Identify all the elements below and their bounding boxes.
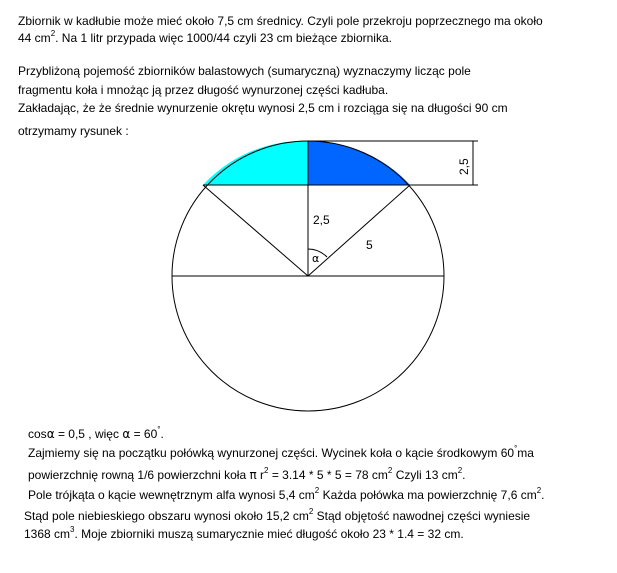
calc-line-4-sup-2: 2 [536, 486, 542, 495]
calc-line-3-e: . [462, 468, 466, 482]
radius-label: 5 [366, 238, 373, 252]
calc-line-6-sup: 3 [70, 525, 75, 534]
dimension-label: 2,5 [457, 158, 471, 175]
calc-line-2-sup: ° [514, 444, 518, 453]
radius-right [308, 185, 410, 276]
calc-line-3-c: = 3.14 * 5 * 5 = 78 cm [268, 468, 388, 482]
para2-line-3: Zakładając, że że średnie wynurzenie okrętu wynosi 2,5 cm i rozciąga się na długości 90 cm [18, 101, 508, 115]
cos-mid: = 0,5 , więc [54, 427, 123, 441]
radius-left [203, 185, 308, 276]
cos-eq: = 60 [130, 427, 158, 441]
intro-line-1: Zbiornik w kadłubie może mieć około 7,5 cm średnicy. Czyli pole przekroju poprzecznego ma około [18, 14, 543, 28]
calc-line-5-b: Stąd objętość nawodnej części wyniesie [313, 509, 531, 523]
center-height-label: 2,5 [313, 213, 330, 227]
intro-line-2-a: 44 cm [18, 31, 51, 45]
cos-alpha: α [46, 427, 55, 441]
calc-line-4 [28, 488, 545, 502]
intro-line-2-b: . Na 1 litr przypada więc 1000/44 czyli 23 cm bieżące zbiornika. [55, 31, 392, 45]
pi-symbol: π [249, 468, 257, 482]
calc-line-3-sup-2: 2 [387, 466, 393, 475]
blue-cap-region [308, 141, 410, 185]
para2-line-1: Przybliżoną pojemość zbiorników balastowych (sumaryczną) wyznaczymy licząc pole [18, 64, 471, 78]
calc-line-5 [24, 509, 530, 523]
cos-prefix: cos [28, 427, 47, 441]
calc-line-6-b: . Moje zbiorniki muszą sumarycznie mieć długość około 23 * 1.4 = 32 cm. [74, 527, 464, 541]
para2-line-4: otrzymamy rysunek : [18, 124, 129, 138]
intro-line-2-sup: 2 [50, 29, 56, 38]
cos-degree: ° [157, 425, 161, 434]
cos-end: . [160, 427, 164, 441]
calc-line-4-sup-1: 2 [314, 486, 320, 495]
calc-line-2-a: Zajmiemy się na początku połówką wynurzonej części. Wycinek koła o kącie środkowym 60 [28, 446, 515, 460]
calc-line-4-c: . [541, 488, 545, 502]
calc-line-3-d: Czyli 13 cm [392, 468, 458, 482]
cos-alpha-2: α [122, 427, 131, 441]
calc-line-3-sup-1: 2 [264, 466, 269, 475]
calc-line-2-b: ma [517, 446, 534, 460]
calc-line-4-b: Każda połówka ma powierzchnię 7,6 cm [319, 488, 537, 502]
calc-line-6 [24, 527, 464, 541]
calc-line-4-a: Pole trójkąta o kącie wewnętrznym alfa wynosi 5,4 cm [28, 488, 315, 502]
cyan-cap-region [203, 141, 308, 185]
calc-line-3 [28, 468, 466, 482]
para2-line-2: fragmentu koła i mnożąc ją przez długość wynurzonej części kadłuba. [18, 83, 389, 97]
calc-line-6-a: 1368 cm [24, 527, 71, 541]
calc-line-3-sup-3: 2 [457, 466, 463, 475]
calc-cos-line [28, 427, 164, 441]
calc-line-5-sup: 2 [308, 507, 314, 516]
calc-line-3-a: powierzchnię rowną 1/6 powierzchni koła [28, 468, 250, 482]
calc-line-3-b: r [256, 468, 265, 482]
calc-line-5-a: Stąd pole niebieskiego obszaru wynosi około 15,2 cm [24, 509, 309, 523]
angle-label: α [312, 252, 320, 265]
calc-line-2 [28, 446, 534, 460]
